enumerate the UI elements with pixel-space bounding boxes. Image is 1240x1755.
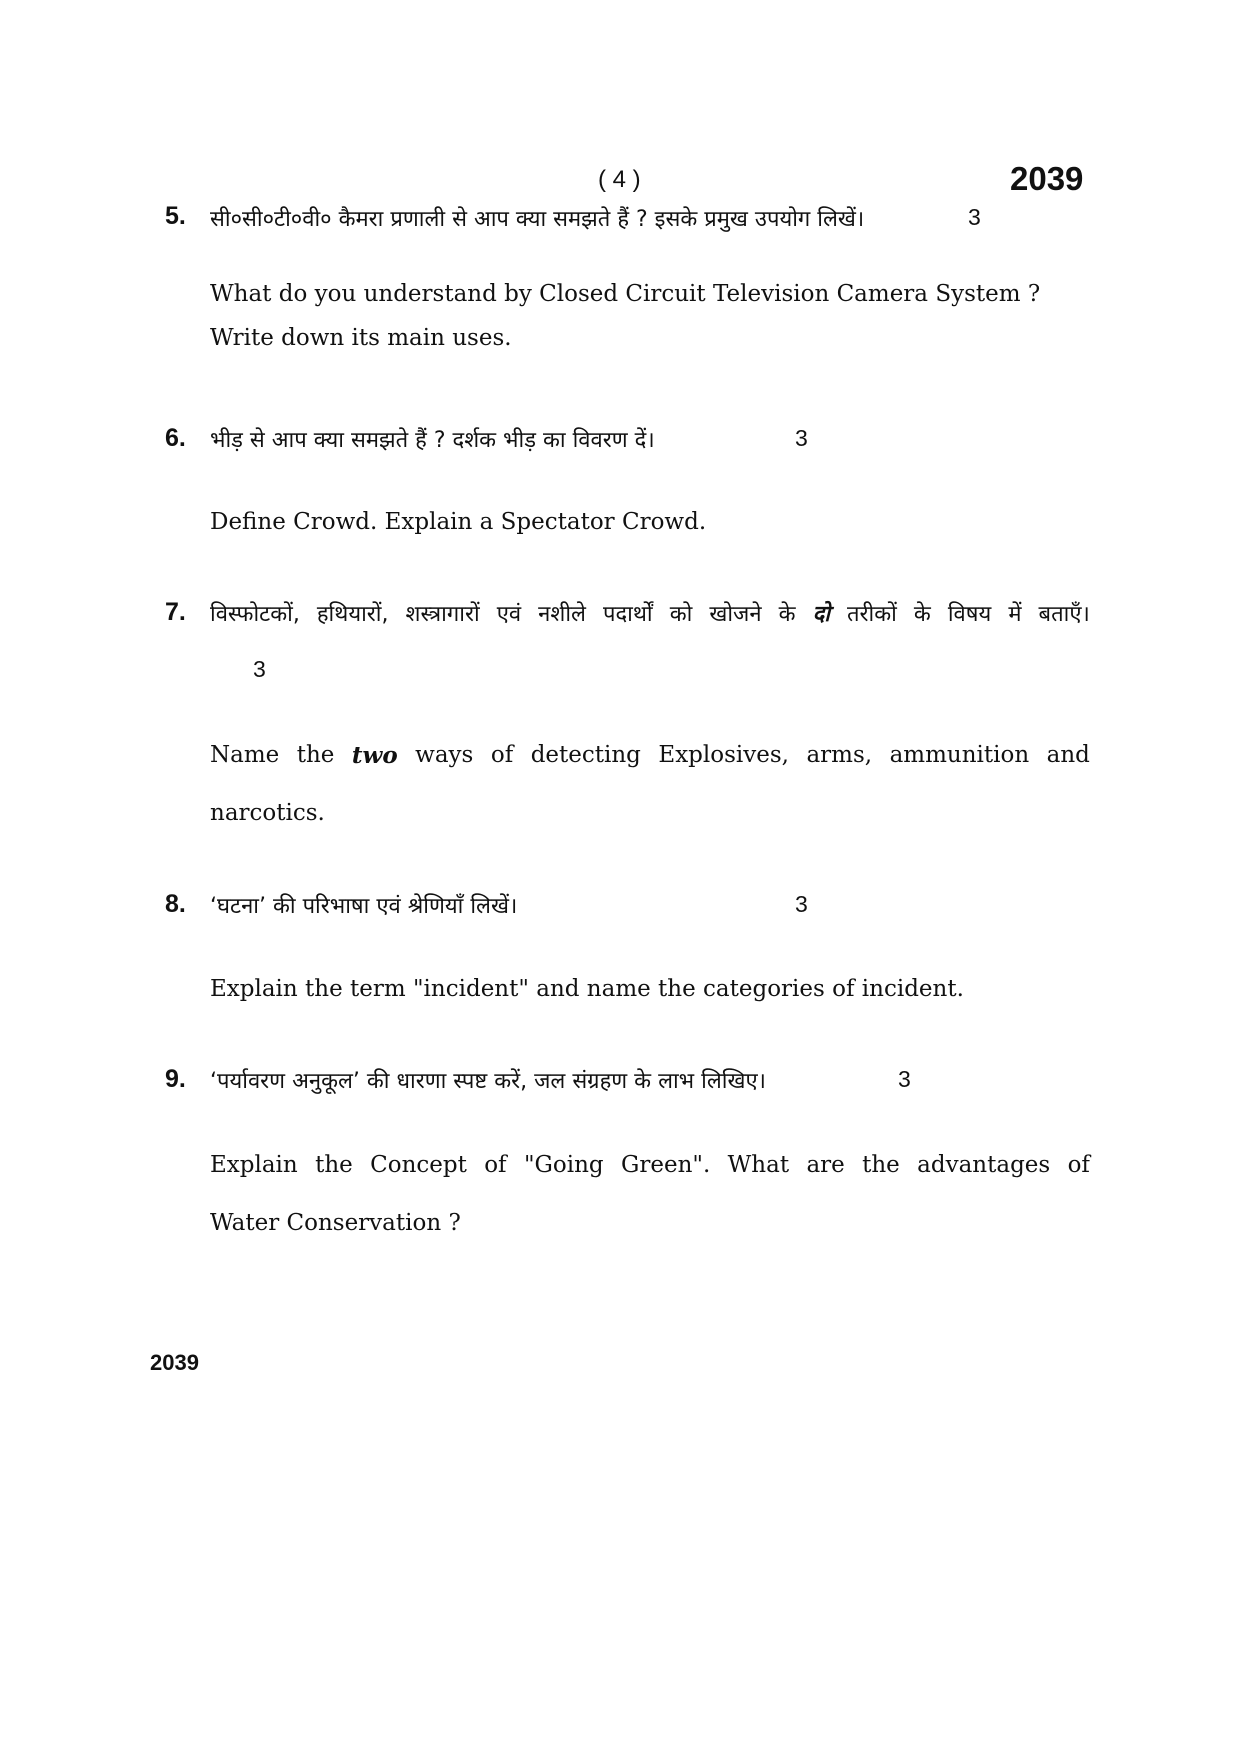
hindi-word-emphasis: दो [812,602,830,627]
english-word: of [484,1152,507,1178]
question-number: 7. [165,598,186,626]
question-marks: 3 [898,1066,911,1092]
question-hindi: भीड़ से आप क्या समझते हैं ? दर्शक भीड़ का विवरण दें। [210,428,655,453]
question-number: 8. [165,890,186,918]
question-marks: 3 [795,891,808,917]
question-marks: 3 [795,425,808,451]
english-word: Name [210,742,280,768]
english-word: What [727,1152,790,1178]
english-word: Concept [370,1152,467,1178]
english-word: Explosives, [658,742,789,768]
question-marks: 3 [968,204,981,230]
english-word: ways [415,742,474,768]
hindi-word: बताएँ। [1038,602,1090,627]
hindi-word: नशीले [538,602,586,627]
question-number: 5. [165,202,186,230]
english-word: the [315,1152,353,1178]
question-english-line: Water Conservation ? [210,1210,461,1236]
english-word: detecting [530,742,641,768]
english-word: and [1046,742,1090,768]
hindi-word: एवं [496,602,522,627]
hindi-word: खोजने [709,602,762,627]
question-english-line [210,742,1090,769]
hindi-word: विषय [947,602,992,627]
hindi-word: तरीकों [847,602,897,627]
hindi-word: के [913,602,931,627]
english-word: are [806,1152,845,1178]
english-word: arms, [806,742,873,768]
question-hindi [210,598,1090,628]
question-english-line: Write down its main uses. [210,325,512,351]
english-word: Explain [210,1152,298,1178]
english-word: the [296,742,335,768]
hindi-word: शस्त्रागारों [405,602,480,627]
question-hindi: सी०सी०टी०वी० कैमरा प्रणाली से आप क्या समझते हैं ? इसके प्रमुख उपयोग लिखें। [210,207,865,232]
paper-code: 2039 [1010,160,1084,197]
question-english-line: Define Crowd. Explain a Spectator Crowd. [210,509,707,535]
question-marks: 3 [253,656,266,682]
english-word: the [862,1152,900,1178]
question-english-line: narcotics. [210,800,325,826]
english-word: Green". [621,1152,711,1178]
question-english-line: What do you understand by Closed Circuit Television Camera System ? [210,281,1041,307]
hindi-word: को [669,602,693,627]
hindi-word: के [778,602,796,627]
hindi-word: पदार्थों [603,602,653,627]
footer-paper-code: 2039 [150,1350,199,1375]
question-number: 9. [165,1065,186,1093]
question-english-line: Explain the term "incident" and name the categories of incident. [210,976,964,1002]
question-number: 6. [165,424,186,452]
english-word: of [490,742,514,768]
page-number: ( 4 ) [598,166,641,193]
english-word: ammunition [889,742,1030,768]
hindi-word: में [1008,602,1022,627]
english-word-emphasis: two [351,742,398,769]
english-word: "Going [523,1152,604,1178]
hindi-word: विस्फोटकों, [210,602,300,627]
hindi-word: हथियारों, [316,602,389,627]
question-english-line [210,1152,1090,1178]
question-hindi: ‘पर्यावरण अनुकूल’ की धारणा स्पष्ट करें, जल संग्रहण के लाभ लिखिए। [210,1069,766,1094]
english-word: of [1067,1152,1090,1178]
english-word: advantages [917,1152,1051,1178]
question-hindi: ‘घटना’ की परिभाषा एवं श्रेणियाँ लिखें। [210,894,518,919]
